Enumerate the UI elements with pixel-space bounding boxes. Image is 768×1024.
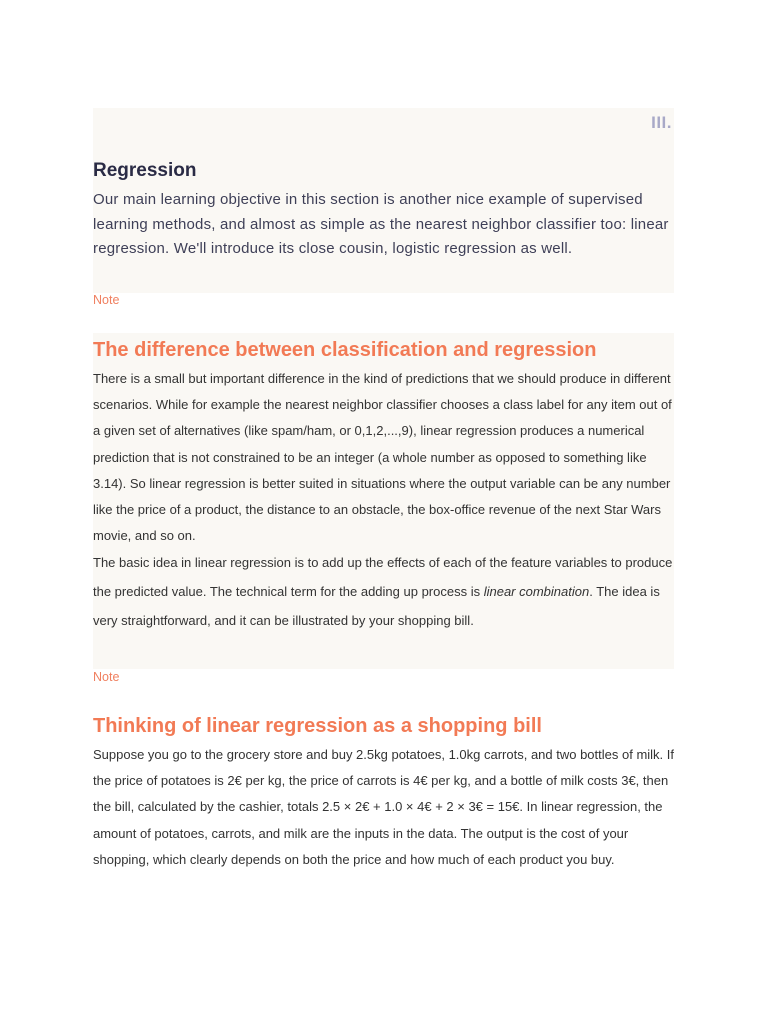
section-number: III. <box>651 113 672 132</box>
note-link[interactable]: Note <box>93 293 120 307</box>
heading-shopping-bill: Thinking of linear regression as a shopping bill <box>93 715 542 737</box>
paragraph-classification: There is a small but important difference in the kind of predictions that we should produce in different scenarios. While for example the nearest neighbor classifier chooses a class label for any item out of a given set of alternatives (like spam/ham, or 0,1,2,...,9), linear regression produces a numerical prediction that is not constrained to be an integer (a whole number as opposed to something like 3.14). So linear regression is better suited in situations where the output variable can be any number like the price of a product, the distance to an obstacle, the box-office revenue of the next Star Wars movie, and so on. <box>93 371 672 544</box>
section-title: Regression <box>93 160 197 181</box>
note-link[interactable]: Note <box>93 670 120 684</box>
paragraph-text: . The idea is very straightforward, and it can be illustrated by your shopping bill. <box>93 583 660 628</box>
paragraph-shopping-bill: Suppose you go to the grocery store and buy 2.5kg potatoes, 1.0kg carrots, and two bottles of milk. If the price of potatoes is 2€ per kg, the price of carrots is 4€ per kg, and a bottle of milk costs 3€, then the bill, calculated by the cashier, totals 2.5 × 2€ + 1.0 × 4€ + 2 × 3€ = 15€. In linear regression, the amount of potatoes, carrots, and milk are the inputs in the data. The output is the cost of your shopping, which clearly depends on both the price and how much of each product you buy. <box>93 747 675 867</box>
section-intro: Our main learning objective in this section is another nice example of supervised learning methods, and almost as simple as the nearest neighbor classifier too: linear regression. We'll introduce its close cousin, logistic regression as well. <box>93 191 669 257</box>
paragraph-linear-combination <box>93 549 679 635</box>
heading-classification-vs-regression: The difference between classification and regression <box>93 339 597 361</box>
paragraph-text: The basic idea in linear regression is to add up the effects of each of the feature variables to produce the predicted value. The technical term for the adding up process is <box>93 555 673 599</box>
linear-combination-term: linear combination <box>483 583 590 599</box>
